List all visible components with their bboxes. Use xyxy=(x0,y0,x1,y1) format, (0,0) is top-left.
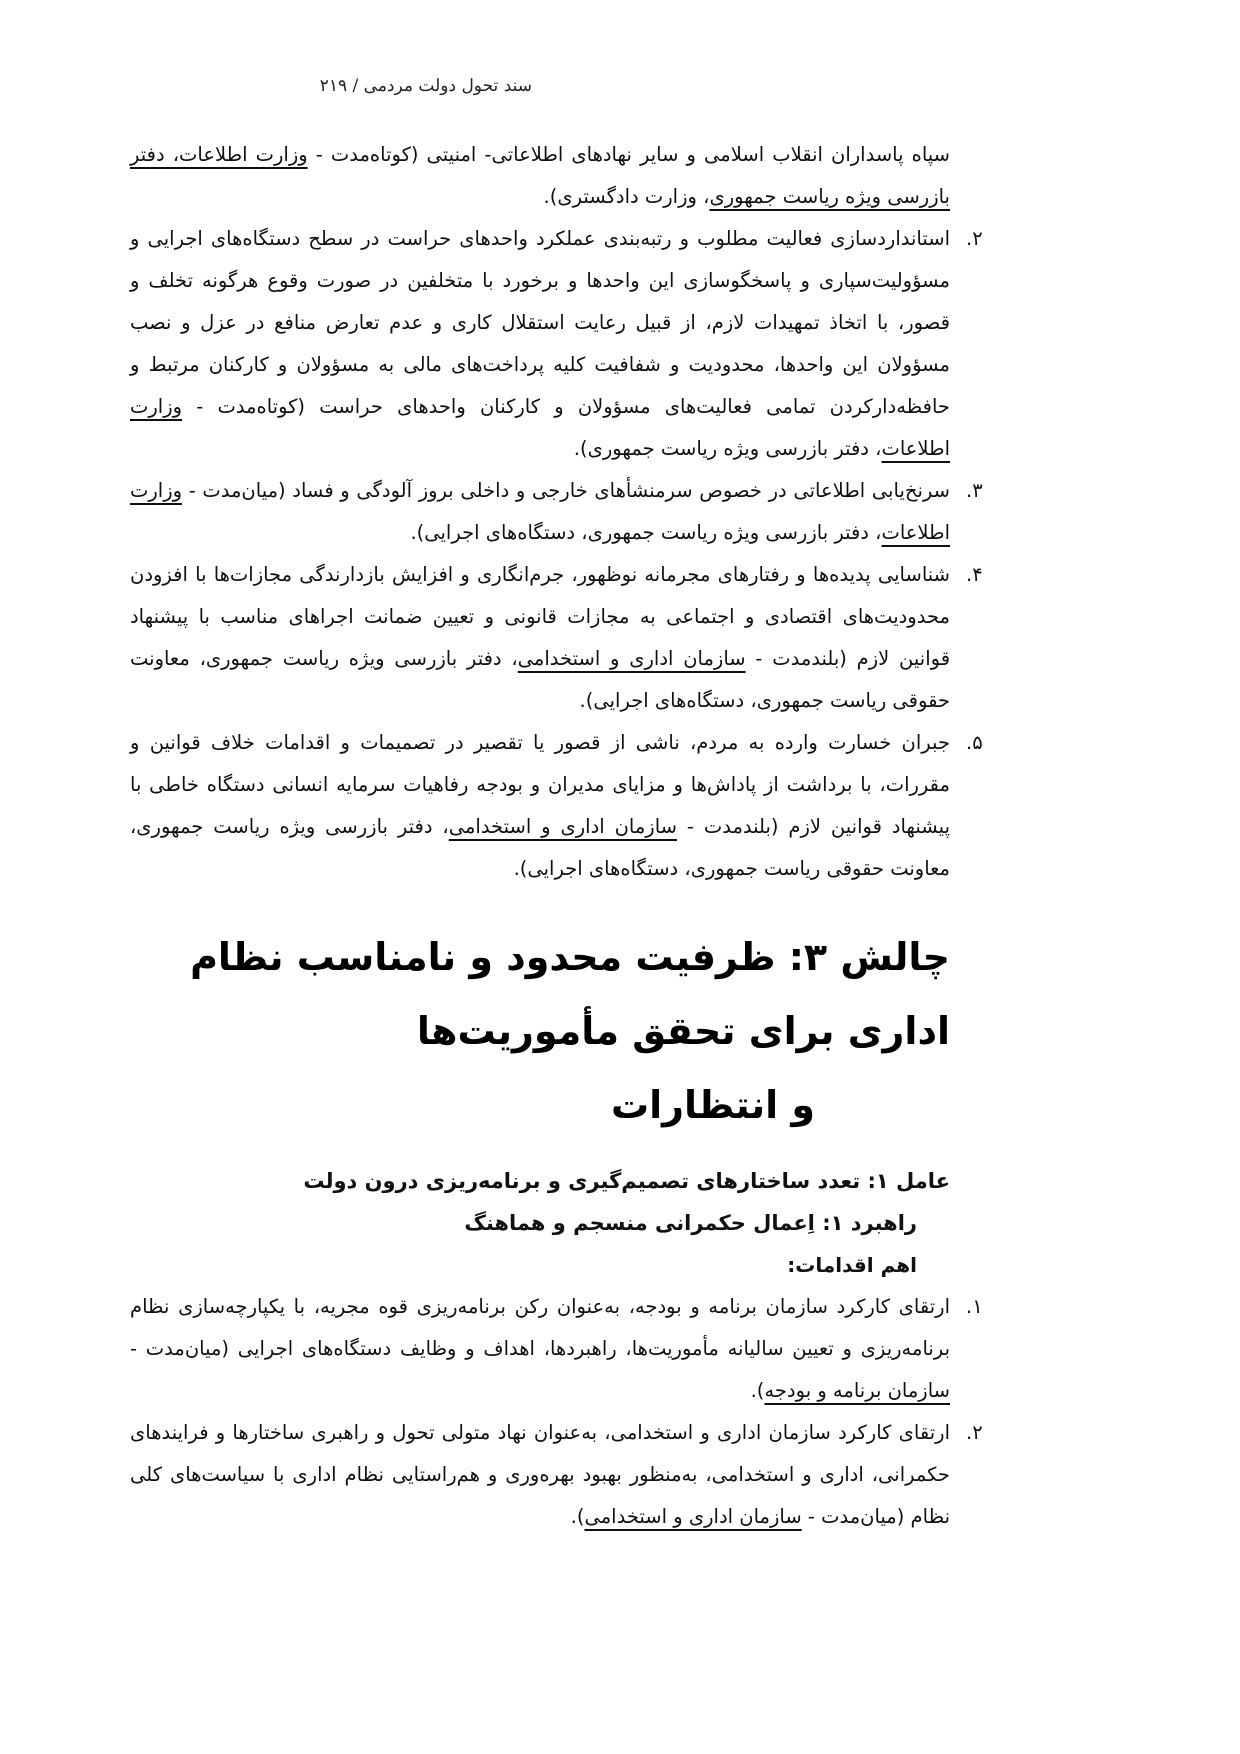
list-item xyxy=(130,470,983,554)
item-text: ). xyxy=(750,1379,765,1402)
list-item-text xyxy=(130,1412,950,1538)
factor-heading: عامل ۱: تعدد ساختارهای تصمیم‌گیری و برنامه‌ریزی درون دولت xyxy=(303,1169,950,1193)
paragraph-text: سپاه پاسداران انقلاب اسلامی و سایر نهادهای اطلاعاتی- امنیتی (کوتاه‌مدت - xyxy=(307,143,950,166)
list-item-text xyxy=(130,554,950,722)
action-list-b-items xyxy=(130,1286,983,1538)
list-item-text xyxy=(130,470,950,554)
action-list-a xyxy=(130,218,983,890)
item-text: ، دفتر بازرسی ویژه ریاست جمهوری، دستگاه‌های اجرایی). xyxy=(410,521,882,544)
item-text: ، دفتر بازرسی ویژه ریاست جمهوری، معاونت حقوقی ریاست جمهوری، دستگاه‌های اجرایی). xyxy=(130,647,950,712)
paragraph-text: ، وزارت دادگستری). xyxy=(543,185,710,208)
responsible-agency: سازمان اداری و استخدامی xyxy=(584,1505,802,1528)
list-number: ۴. xyxy=(966,563,983,586)
list-item xyxy=(130,218,983,470)
item-text: ، دفتر بازرسی ویژه ریاست جمهوری، معاونت حقوقی ریاست جمهوری، دستگاه‌های اجرایی). xyxy=(130,815,950,880)
responsible-agency: سازمان اداری و استخدامی xyxy=(517,647,746,670)
challenge-heading-line1: چالش ۳: ظرفیت محدود و نامناسب نظام اداری برای تحقق مأموریت‌ها xyxy=(190,935,950,1053)
responsible-agency: وزارت اطلاعات xyxy=(130,479,950,544)
item-text: جبران خسارت وارده به مردم، ناشی از قصور یا تقصیر در تصمیمات و اقدامات خلاف قوانین و مقررات، با برداشت از پاداش‌ها و مزایای مدیران و بودجه رفاهیات سرمایه انسانی دستگاه خاطی با پیشنهاد قوانین لازم (بلندمدت - xyxy=(130,731,950,838)
list-item xyxy=(130,1286,983,1412)
list-item xyxy=(130,722,983,890)
item-text: ارتقای کارکرد سازمان برنامه و بودجه، به‌عنوان رکن برنامه‌ریزی قوه مجریه، با یکپارچه‌سازی نظام برنامه‌ریزی و تعیین سالیانه مأموریت‌ها، راهبردها، اهداف و وظایف دستگاه‌های اجرایی (میان‌مدت - xyxy=(130,1295,950,1360)
strategy-heading: راهبرد ۱: اِعمال حکمرانی منسجم و هماهنگ xyxy=(464,1211,917,1235)
item-text: ارتقای کارکرد سازمان اداری و استخدامی، به‌عنوان نهاد متولی تحول و راهبری ساختارها و فرایندهای حکمرانی، اداری و استخدامی، به‌منظور بهبود بهره‌وری و هم‌راستایی نظام اداری با سیاست‌های کلی نظام (میان‌مدت - xyxy=(130,1421,950,1528)
list-number: ۲. xyxy=(966,227,983,250)
item-text: ، دفتر بازرسی ویژه ریاست جمهوری). xyxy=(573,437,882,460)
item-text: سرنخ‌یابی اطلاعاتی در خصوص سرمنشأهای خارجی و داخلی بروز آلودگی و فساد (میان‌مدت - xyxy=(182,479,950,502)
responsible-agency: وزارت اطلاعات، دفتر بازرسی ویژه ریاست جمهوری xyxy=(130,143,950,208)
list-number: ۱. xyxy=(966,1295,983,1318)
action-list-b xyxy=(130,1286,983,1538)
list-item xyxy=(130,554,983,722)
responsible-agency: سازمان برنامه و بودجه xyxy=(764,1379,950,1402)
list-number: ۳. xyxy=(966,479,983,502)
responsible-agency: وزارت اطلاعات xyxy=(130,395,950,460)
list-number: ۵. xyxy=(966,731,983,754)
responsible-agency: سازمان اداری و استخدامی xyxy=(448,815,678,838)
list-item-text xyxy=(130,218,950,470)
challenge-heading xyxy=(130,920,950,1142)
item-text: استانداردسازی فعالیت مطلوب و رتبه‌بندی عملکرد واحدهای حراست در سطح دستگاه‌های اجرایی و مسؤولیت‌سپاری و پاسخگوسازی این واحدها و برخورد با متخلفین در صورت وقوع هرگونه تخلف و قصور، با اتخاذ تمهیدات لازم، از قبیل رعایت استقلال کاری و عدم تعارض منافع در عزل و نصب مسؤولان این واحدها، محدودیت و شفافیت کلیه پرداخت‌های مالی به مسؤولان و کارکنان مرتبط و حافظه‌دارکردن تمامی فعالیت‌های مسؤولان و کارکنان واحدهای حراست (کوتاه‌مدت - xyxy=(130,227,950,418)
list-number: ۲. xyxy=(966,1421,983,1444)
list-item xyxy=(130,1412,983,1538)
challenge-heading-line2: و انتظارات xyxy=(610,1083,815,1127)
item-text: شناسایی پدیده‌ها و رفتارهای مجرمانه نوظهور، جرم‌انگاری و افزایش بازدارندگی مجازات‌ها با افزودن محدودیت‌های اقتصادی و اجتماعی به مجازات قانونی و تعیین ضمانت اجراهای مناسب با پیشنهاد قوانین لازم (بلندمدت - xyxy=(130,563,951,670)
continued-paragraph xyxy=(130,134,950,218)
main-column xyxy=(130,134,983,1538)
list-item-text xyxy=(130,1286,950,1412)
actions-heading: اهم اقدامات: xyxy=(787,1253,917,1277)
list-item-text xyxy=(130,722,950,890)
item-text: ). xyxy=(570,1505,585,1528)
running-head: سند تحول دولت مردمی / ۲۱۹ xyxy=(319,76,532,96)
action-list-a-items xyxy=(130,218,983,890)
